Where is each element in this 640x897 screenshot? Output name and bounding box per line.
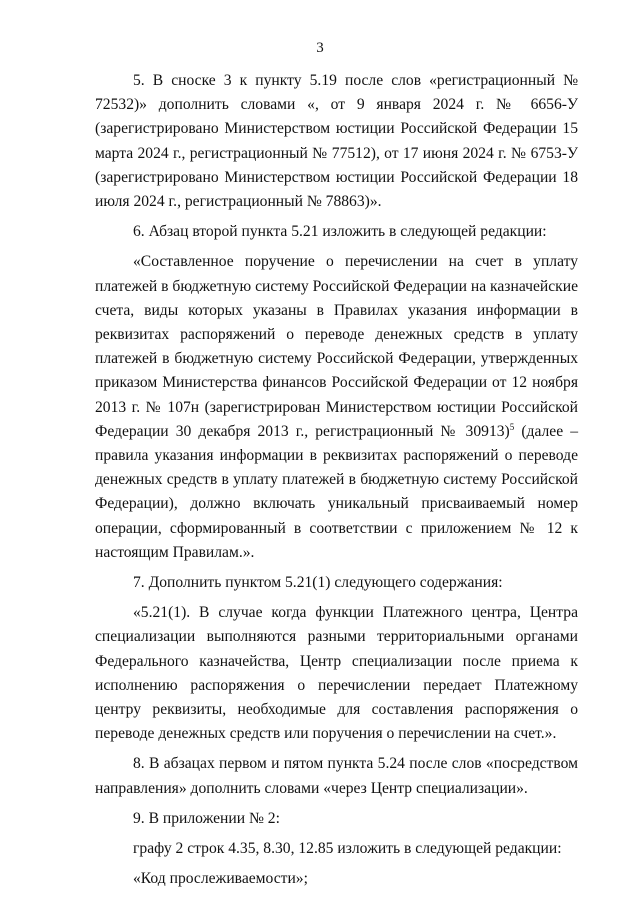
paragraph-item-5: 5. В сноске 3 к пункту 5.19 после слов «регистрационный № 72532)» дополнить словами «, от 9 января 2024 г. № 6656-У (зарегистрировано Министерством юстиции Российской Федерации 15 марта 2024 г., регистрационный № 77512), от 17 июня 2024 г. № 6753-У (зарегистрировано Министерством юстиции Российской Федерации 18 июля 2024 г., регистрационный № 78863)». xyxy=(95,72,578,211)
paragraph-quoted-code: «Код прослеживаемости»; xyxy=(133,870,308,888)
paragraph-quoted-5-21 xyxy=(95,250,578,565)
paragraph-quoted-5-21-1: «5.21(1). В случае когда функции Платежного центра, Центра специализации выполняются разными территориальными органами Федерального казначейства, Центр специализации после приема к исполнению распоряжения о перечислении передает Платежному центру реквизиты, необходимые для составления распоряжения о переводе денежных средств или поручения о перечислении на счет.». xyxy=(95,604,578,743)
page-number: 3 xyxy=(316,40,324,56)
paragraph-item-8: 8. В абзацах первом и пятом пункта 5.24 после слов «посредством направления» дополнить словами «через Центр специализации». xyxy=(95,755,578,797)
document-body xyxy=(95,69,578,892)
footnote-marker: 5 xyxy=(509,421,515,432)
paragraph-item-9: 9. В приложении № 2: xyxy=(133,809,280,827)
quoted-text-part-1: «Составленное поручение о перечислении на счет в уплату платежей в бюджетную систему Российской Федерации на казначейские счета, виды которых указаны в Правилах указания информации в реквизитах распоряжений о переводе денежных средств в уплату платежей в бюджетную систему Российской Федерации, утвержденных приказом Министерства финансов Российской Федерации от 12 ноября 2013 г. № 107н (зарегистрирован Министерством юстиции Российской Федерации 30 декабря 2013 г., регистрационный № 30913) xyxy=(95,253,578,440)
paragraph-column-2: графу 2 строк 4.35, 8.30, 12.85 изложить в следующей редакции: xyxy=(133,840,562,858)
quoted-text-part-2: (далее – правила указания информации в реквизитах распоряжений о переводе денежных средств в уплату платежей в бюджетную систему Российской Федерации), должно включать уникальный присваиваемый номер операции, сформированный в соответствии с приложением № 12 к настоящим Правилам.». xyxy=(95,422,579,561)
paragraph-item-7: 7. Дополнить пунктом 5.21(1) следующего содержания: xyxy=(133,574,503,592)
paragraph-item-6: 6. Абзац второй пункта 5.21 изложить в следующей редакции: xyxy=(133,223,547,241)
